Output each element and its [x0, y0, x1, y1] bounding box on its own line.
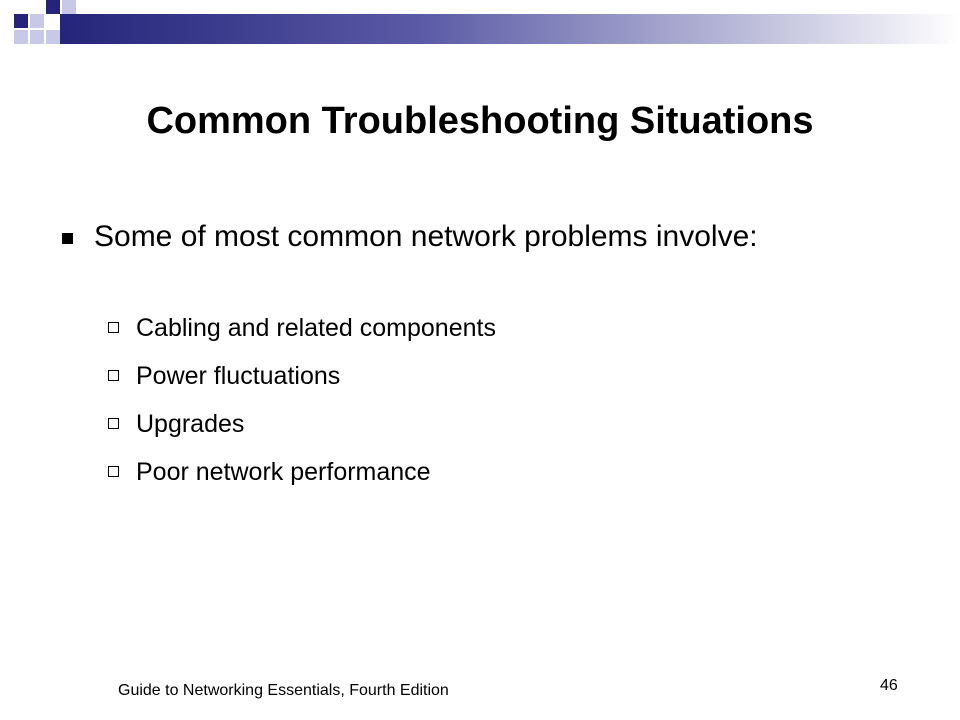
sub-bullet-item [108, 358, 868, 406]
header-gradient-band [60, 14, 960, 44]
sub-bullet-text: Power fluctuations [136, 362, 341, 390]
sub-bullet-text: Cabling and related components [136, 314, 496, 342]
decor-square-navy [46, 0, 60, 14]
sub-bullet-list [108, 310, 868, 502]
decor-square-lavender [14, 30, 28, 44]
page-number: 46 [880, 677, 898, 694]
decor-square-lavender [62, 0, 76, 14]
sub-bullet-text: Poor network performance [136, 458, 431, 486]
hollow-square-bullet-icon [108, 466, 119, 477]
square-bullet-icon [62, 233, 73, 244]
main-bullet-text: Some of most common network problems involve: [94, 220, 758, 253]
sub-bullet-item [108, 454, 868, 502]
decor-square-navy [14, 14, 28, 28]
sub-bullet-item [108, 310, 868, 358]
sub-bullet-item [108, 406, 868, 454]
hollow-square-bullet-icon [108, 370, 119, 381]
decor-square-lavender [30, 14, 44, 28]
hollow-square-bullet-icon [108, 322, 119, 333]
sub-bullet-text: Upgrades [136, 410, 245, 438]
hollow-square-bullet-icon [108, 418, 119, 429]
main-bullet [60, 215, 880, 259]
decor-square-lavender [30, 30, 44, 44]
slide-title: Common Troubleshooting Situations [146, 100, 814, 142]
decor-square-lavender [46, 30, 60, 44]
footer-text: Guide to Networking Essentials, Fourth Edition [118, 682, 449, 699]
